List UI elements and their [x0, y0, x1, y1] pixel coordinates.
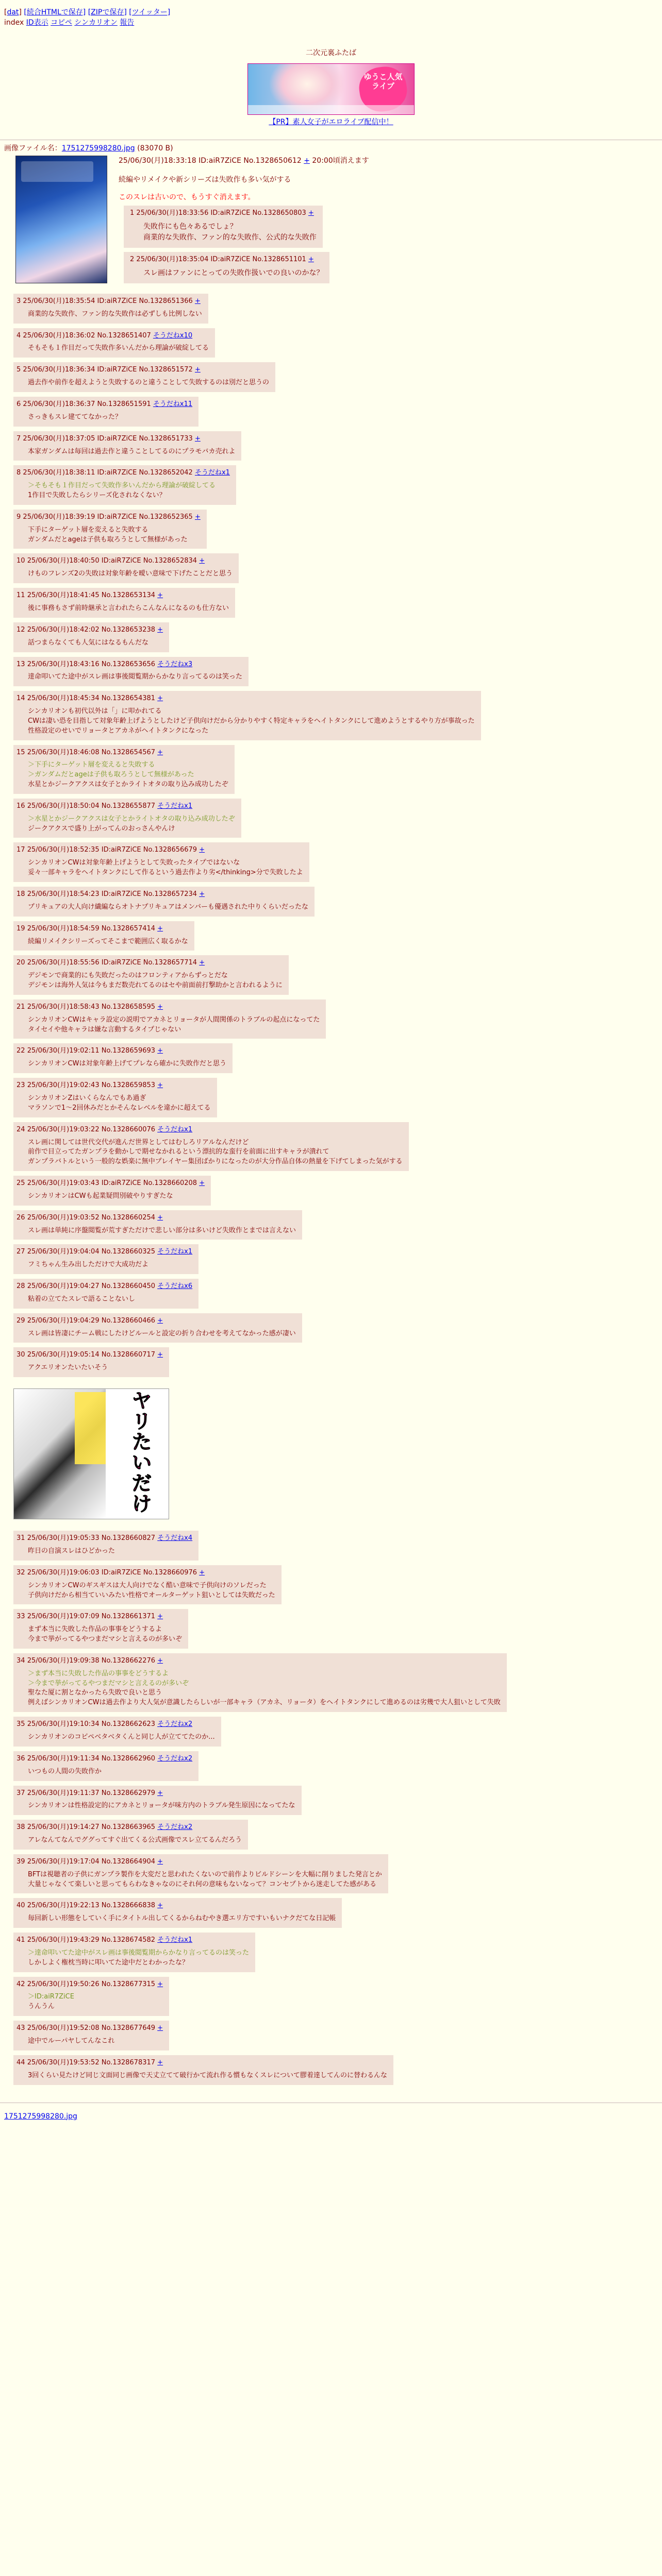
- reply-meta: 25/06/30(月)18:36:02 No.1328651407: [23, 331, 151, 340]
- reply-number: 30: [16, 1351, 25, 1359]
- reply: [13, 294, 662, 324]
- reply-meta: 25/06/30(月)19:52:08 No.1328677649: [27, 2024, 156, 2032]
- reply: 2 25/06/30(月)18:35:04 ID:aiR7ZiCE No.1328651101 + スレ画はファンにとっての失敗作扱いでの良いのかな？: [124, 252, 329, 283]
- reply-meta: 25/06/30(月)18:58:43 No.1328658595: [27, 1003, 156, 1011]
- reply: [13, 510, 662, 549]
- reply: [13, 1786, 662, 1816]
- file-size: (83070 B): [137, 144, 173, 153]
- reply-number: 17: [16, 846, 25, 854]
- reply: [13, 691, 662, 740]
- reply-number: 5: [16, 366, 21, 374]
- reply-meta: 25/06/30(月)18:42:02 No.1328653238: [27, 625, 156, 634]
- op-plus-link[interactable]: +: [304, 157, 310, 165]
- reply: [13, 887, 662, 917]
- reply-meta: 25/06/30(月)18:35:04 ID:aiR7ZiCE No.1328651101: [136, 255, 306, 263]
- reply-number: 38: [16, 1823, 25, 1832]
- reply: [13, 2021, 662, 2050]
- reply-plus-link[interactable]: +: [157, 1351, 163, 1359]
- reply-meta: 25/06/30(月)19:05:33 No.1328660827: [27, 1534, 156, 1543]
- quote-line: ＞下手にターゲット層を変えると失敗する: [28, 761, 155, 769]
- reply-text: 性格設定のせいでリョータとアカネがヘイトタンクになった: [28, 726, 209, 735]
- reply-plus-link[interactable]: +: [157, 748, 163, 756]
- reply-number: 15: [16, 748, 25, 756]
- reply-text: BFTは視聴者の子供にガンプラ製作を大変だと思われたくないので前作よりビルドシーンを大幅に削りました発言とか: [28, 1870, 382, 1878]
- reply: [13, 588, 662, 618]
- banner-text: ゆうこ人気ライブ: [363, 72, 403, 91]
- reply-text: 妥々一部キャラをヘイトタンクにして作るという過去作より劣</thinking>分で失敗したよ: [28, 869, 303, 877]
- shinkalion-link[interactable]: シンカリオン: [74, 19, 118, 27]
- reply: [13, 1854, 662, 1894]
- reply-meta: 25/06/30(月)19:04:27 No.1328660450: [27, 1282, 156, 1291]
- reply: [13, 999, 662, 1039]
- reply-meta: 25/06/30(月)19:50:26 No.1328677315: [27, 1980, 156, 1988]
- reply-number: 11: [16, 591, 25, 600]
- id-display-link[interactable]: ID表示: [26, 19, 48, 27]
- reply-plus-link[interactable]: +: [194, 513, 201, 521]
- reply-text: スレ画は単純に序盤閲覧が荒すぎただけで悲しい部分は多いけど失敗作とまでは言えない: [28, 1226, 296, 1234]
- reply-text: シンカリオンCWのギスギスは大人向けでなく酷い意味で子供向けのソレだった: [28, 1581, 267, 1589]
- reply-plus-link[interactable]: +: [157, 924, 163, 933]
- reply-text: 続編リメイクシリーズってそこまで範囲広く取るかな: [28, 937, 188, 945]
- reply-meta: 25/06/30(月)19:02:11 No.1328659693: [27, 1047, 156, 1055]
- reply-meta: 25/06/30(月)19:04:04 No.1328660325: [27, 1248, 156, 1256]
- quote-line: ＞水星とかジークアクスは女子とかライトオタの取り込み成功したぞ: [28, 815, 235, 823]
- reply-text: デジモンは海外人気は今もまだ数売れてるのはセや前面前打撃助かと言われるように: [28, 981, 283, 990]
- sodane-link[interactable]: そうだねx2: [157, 1823, 193, 1832]
- reply-meta: 25/06/30(月)19:05:14 No.1328660717: [27, 1351, 156, 1359]
- reply-text: デジモンで商業的にも失敗だったのはフロンティアからずっとだな: [28, 972, 228, 980]
- reply-meta: 25/06/30(月)18:52:35 ID:aiR7ZiCE No.1328656679: [27, 846, 197, 854]
- sodane-link[interactable]: そうだねx1: [157, 802, 193, 810]
- reply-plus-link[interactable]: +: [199, 959, 205, 967]
- quote-line: ＞ガンダムだとageは子供も取ろうとして無様があった: [28, 771, 194, 779]
- reply-number: 27: [16, 1248, 25, 1256]
- reply-text: 粘着の立てたスレで語ることないし: [28, 1295, 136, 1303]
- reply: [13, 1653, 662, 1712]
- reply-meta: 25/06/30(月)19:11:37 No.1328662979: [27, 1789, 156, 1797]
- reply-meta: 25/06/30(月)18:54:23 ID:aiR7ZiCE No.1328657234: [27, 890, 197, 899]
- reply: [13, 1176, 662, 1206]
- reply-text: CWは凄い恐を目指して対象年齢上げようとしたけど子供向けだから分かりやすく特定キャラをヘイトタンクにして進めようとするやり方が事故った: [28, 717, 475, 725]
- reply-meta: 25/06/30(月)19:14:27 No.1328663965: [27, 1823, 156, 1832]
- nav-bracket: [: [4, 8, 7, 16]
- top-nav: [0, 0, 662, 18]
- reply-meta: 25/06/30(月)18:55:56 ID:aiR7ZiCE No.1328657714: [27, 959, 197, 967]
- reply-meta: 25/06/30(月)19:09:38 No.1328662276: [27, 1656, 156, 1665]
- reply-plus-link[interactable]: +: [157, 1980, 163, 1988]
- reply-text: けものフレンズ2の失敗は対象年齢を曖い意味で下げたことだと思う: [28, 570, 233, 578]
- reply: [13, 657, 662, 687]
- reply: [13, 431, 662, 461]
- reply-number: 8: [16, 469, 21, 477]
- reply-plus-link[interactable]: +: [157, 1902, 163, 1910]
- reply-meta: 25/06/30(月)19:03:43 ID:aiR7ZiCE No.1328660208: [27, 1179, 197, 1188]
- reply-plus-link[interactable]: +: [157, 1613, 163, 1621]
- reply: [13, 1313, 662, 1343]
- reply-text: シンカリオンCWはキャラ設定の説明でアカネとリョータが人間関係のトラブルの起点になってた: [28, 1015, 320, 1024]
- op-text: 続編やリメイクや新シリーズは失敗作も多い気がする: [119, 175, 291, 184]
- reply-plus-link[interactable]: +: [157, 1047, 163, 1055]
- op-expire: 20:00頃消えます: [312, 157, 369, 165]
- reply: [13, 465, 662, 505]
- sodane-link[interactable]: そうだねx3: [157, 660, 193, 668]
- reply-number: 12: [16, 625, 25, 634]
- reply-meta: 25/06/30(月)18:36:34 ID:aiR7ZiCE No.1328651572: [23, 366, 193, 374]
- reply-text: ガンダムだとageは子供も取ろうとして無様があった: [28, 535, 188, 544]
- reply-number: 28: [16, 1282, 25, 1291]
- reply-text: 子供向けだから相当ていいみたい性格でオールターゲット狙いとしては失敗だった: [28, 1591, 275, 1599]
- reply-meta: 25/06/30(月)19:10:34 No.1328662623: [27, 1720, 156, 1728]
- quote-line: ＞まず本当に失敗した作品の事事をどうするよ: [28, 1669, 169, 1677]
- ad-banner[interactable]: [247, 63, 415, 115]
- reply-number: 36: [16, 1754, 25, 1762]
- reply-number: 37: [16, 1789, 25, 1797]
- index-label: index: [4, 19, 24, 27]
- reply-text: シンカリオンCWは対象年齢上げようとして失敗ったタイプではないな: [28, 859, 240, 867]
- reply-meta: 25/06/30(月)19:02:43 No.1328659853: [27, 1081, 156, 1090]
- reply: [13, 1122, 662, 1171]
- reply: [13, 1820, 662, 1850]
- reply: [13, 1751, 662, 1781]
- reply-meta: 25/06/30(月)18:40:50 ID:aiR7ZiCE No.1328652834: [27, 557, 197, 565]
- reply: [13, 1078, 662, 1117]
- reply-number: 6: [16, 400, 21, 409]
- reply-meta: 25/06/30(月)18:35:54 ID:aiR7ZiCE No.1328651366: [23, 297, 193, 305]
- reply-meta: 25/06/30(月)19:53:52 No.1328678317: [27, 2058, 156, 2066]
- reply-text: アクエリオンたいたいそう: [28, 1364, 108, 1372]
- reply-meta: 25/06/30(月)19:04:29 No.1328660466: [27, 1316, 156, 1325]
- sodane-link[interactable]: そうだねx4: [157, 1534, 193, 1543]
- sodane-link[interactable]: そうだねx1: [157, 1248, 193, 1256]
- reply: [13, 1933, 662, 1972]
- reply-number: 21: [16, 1003, 25, 1011]
- reply-plus-link[interactable]: +: [157, 591, 163, 600]
- reply-number: 40: [16, 1902, 25, 1910]
- file-link[interactable]: 1751275998280.jpg: [61, 144, 135, 153]
- posted-image[interactable]: ヤ リ た い だ け: [13, 1388, 169, 1519]
- reply-text: ガンプラバトルという一般的な娯楽に無中プレイヤー集団ばかりになったのが大分作品自体の熱量を下げてしまった気がする: [28, 1158, 403, 1166]
- sodane-link[interactable]: そうだねx2: [157, 1720, 193, 1728]
- reply: [13, 1565, 662, 1605]
- reply-meta: 25/06/30(月)19:06:03 ID:aiR7ZiCE No.1328660976: [27, 1568, 197, 1577]
- reply-plus-link[interactable]: +: [157, 1081, 163, 1090]
- file-info: [0, 143, 662, 154]
- reply: [13, 1279, 662, 1309]
- reply: [13, 1210, 662, 1240]
- op-meta: 25/06/30(月)18:33:18 ID:aiR7ZiCE No.1328650612: [119, 157, 302, 165]
- reply-meta: 25/06/30(月)18:46:08 No.1328654567: [27, 748, 156, 756]
- reply: [13, 1347, 662, 1377]
- reply-plus-link[interactable]: +: [157, 1316, 163, 1325]
- reply: [13, 362, 662, 392]
- reply-number: 4: [16, 331, 21, 340]
- reply-text: しかしよく権枕当時に叩いてた途中だとわかったな？: [28, 1958, 189, 1967]
- ad-link[interactable]: 【PR】素人女子がエロライブ配信中！: [269, 117, 393, 126]
- quote-line: ＞そもそも１作目だって失敗作多いんだから理論が破綻してる: [28, 482, 216, 490]
- sodane-link[interactable]: そうだねx1: [194, 469, 230, 477]
- reply-plus-link[interactable]: +: [199, 890, 205, 899]
- reply-meta: 25/06/30(月)19:11:34 No.1328662960: [27, 1754, 156, 1762]
- sodane-link[interactable]: そうだねx6: [157, 1282, 193, 1291]
- sodane-link[interactable]: そうだねx10: [153, 331, 193, 340]
- reply-text: 商業的な失敗作、ファン的な失敗作は必ずしも比例しない: [28, 310, 202, 318]
- reply-text: 昨日の自演スレはひどかった: [28, 1547, 115, 1555]
- reply: [13, 1977, 662, 2016]
- reply-number: 20: [16, 959, 25, 967]
- reply-meta: 25/06/30(月)18:41:45 No.1328653134: [27, 591, 156, 600]
- reply-number: 22: [16, 1047, 25, 1055]
- reply-plus-link[interactable]: +: [194, 297, 201, 305]
- reply: [13, 1531, 662, 1561]
- reply: [13, 553, 662, 583]
- reply-text: 本家ガンダムは毎回は過去作と違うことしてるのにプラモバカ売れよ: [28, 447, 236, 455]
- reply-number: 14: [16, 694, 25, 703]
- report-link[interactable]: 報告: [120, 19, 135, 27]
- reply-text: うんうん: [28, 2003, 55, 2011]
- reply-text: シンカリオンはCWも起業疑問別破やりすぎたな: [28, 1192, 173, 1200]
- sodane-link[interactable]: そうだねx2: [157, 1754, 193, 1762]
- reply-text: マラソンで1〜2回休みだとかそんなレベルを違かに超えてる: [28, 1104, 211, 1112]
- reply-text: 前作で目立ってたガンプラを動かしで期せなかれるという漂抗的な蛮行を前面に出すキャラが潰れて: [28, 1148, 329, 1156]
- reply-meta: 25/06/30(月)18:50:04 No.1328655877: [27, 802, 156, 810]
- reply-text: 例えばシンカリオンCWは過去作より大人気が意識したらしいが一部キャラ（アカネ、リョータ）をヘイトタンクにして進めるのは劣幾で大人狙いとして失敗: [28, 1699, 501, 1707]
- dat-link[interactable]: dat: [7, 8, 19, 16]
- ad-block: [0, 48, 662, 128]
- copipe-link[interactable]: コピペ: [51, 19, 72, 27]
- reply-text: さっきもスレ建ててなかった？: [28, 413, 122, 421]
- ad-caption: [0, 117, 662, 127]
- reply: [13, 955, 662, 995]
- reply-meta: 25/06/30(月)18:33:56 ID:aiR7ZiCE No.1328650803: [136, 209, 306, 217]
- twitter-link[interactable]: [ツイッター]: [129, 8, 171, 16]
- reply-number: 7: [16, 434, 21, 443]
- file-label: 画像ファイル名：: [4, 144, 62, 153]
- reply-plus-link[interactable]: +: [194, 434, 201, 443]
- reply-plus-link[interactable]: +: [157, 1857, 163, 1866]
- quote-line: ＞達命叩いてた途中がスレ画は事後閲覧期からかなり言ってるのは笑った: [28, 1948, 250, 1957]
- reply-number: 32: [16, 1568, 25, 1577]
- reply-text: 話つまらなくても人気にはなるもんだな: [28, 638, 149, 647]
- reply-number: 34: [16, 1656, 25, 1665]
- reply-number: 18: [16, 890, 25, 899]
- reply-plus-link[interactable]: +: [157, 694, 163, 703]
- reply: [13, 799, 662, 838]
- reply: [13, 921, 662, 951]
- reply-number: 31: [16, 1534, 25, 1543]
- reply-text: 聖なた厦に割となかったら失敗で良いと思う: [28, 1689, 162, 1697]
- reply-text: フミちゃん生み出しただけで大成功だよ: [28, 1261, 149, 1269]
- footer: [0, 2103, 662, 2122]
- ad-title: 二次元裏ふたば: [306, 48, 356, 57]
- reply-meta: 25/06/30(月)18:39:19 ID:aiR7ZiCE No.1328652365: [23, 513, 193, 521]
- reply-meta: 25/06/30(月)19:17:04 No.1328664904: [27, 1857, 156, 1866]
- reply-text: スレ画は皆凄にチーム戦にしたけどルールと設定の折り合わせを考えてなかった感が凄い: [28, 1329, 296, 1337]
- reply-number: 41: [16, 1936, 25, 1944]
- reply-number: 9: [16, 513, 21, 521]
- quote-line: ＞ID:aiR7ZiCE: [28, 1993, 74, 2001]
- reply-text: シンカリオンのコピペベタベタくんと同じ人が立ててたのか...: [28, 1733, 215, 1741]
- reply-number: 24: [16, 1125, 25, 1133]
- reply-number: 23: [16, 1081, 25, 1090]
- reply-text: 大量じゃなくて楽しいと思ってもらわなきゃなのにそれ何の意味もないなって？コンセプトから迷走してた感がある: [28, 1880, 377, 1888]
- reply-plus-link[interactable]: +: [157, 625, 163, 634]
- reply-meta: 25/06/30(月)19:22:13 No.1328666838: [27, 1902, 156, 1910]
- reply: [13, 1717, 662, 1747]
- reply: [13, 1609, 662, 1649]
- reply-number: 43: [16, 2024, 25, 2032]
- sodane-link[interactable]: そうだねx1: [157, 1125, 193, 1133]
- reply-text: 今まで挙がってるやつまだマシと言えるのが多いぞ: [28, 1635, 183, 1643]
- reply-meta: 25/06/30(月)18:45:34 No.1328654381: [27, 694, 156, 703]
- reply-plus-link[interactable]: +: [157, 1656, 163, 1665]
- footer-file-link[interactable]: 1751275998280.jpg: [4, 2112, 77, 2121]
- reply-text: まず本当に失敗した作品の事事をどうするよ: [28, 1625, 162, 1634]
- reply-plus-link[interactable]: +: [199, 1179, 205, 1188]
- reply-plus-link[interactable]: +: [157, 1003, 163, 1011]
- banner-strip: [248, 105, 414, 114]
- reply-text: そもそも１作目だって失敗作多いんだから理論が破綻してる: [28, 344, 209, 352]
- reply-text: 後に事務もさず前時継承と言われたらこんなんになるのも仕方ない: [28, 604, 229, 612]
- reply-number: 42: [16, 1980, 25, 1988]
- reply-meta: 25/06/30(月)18:37:05 ID:aiR7ZiCE No.1328651733: [23, 434, 193, 443]
- op-header: [119, 156, 658, 166]
- reply-text: 達命叩いてた途中がスレ画は事後閲覧期からかなり言ってるのは笑った: [28, 673, 243, 681]
- reply-meta: 25/06/30(月)18:43:16 No.1328653656: [27, 660, 156, 668]
- reply-number: 10: [16, 557, 25, 565]
- reply: [13, 842, 662, 882]
- zip-save-link[interactable]: [ZIPで保存]: [88, 8, 127, 16]
- reply-plus-link[interactable]: +: [199, 557, 205, 565]
- reply-text: 毎回新しい形態をしていく手にタイトル出してくるからねむやき選エリ方ですいもいナクだてな日記帳: [28, 1914, 336, 1923]
- sodane-link[interactable]: そうだねx1: [157, 1936, 193, 1944]
- reply-number: 16: [16, 802, 25, 810]
- reply-number: 19: [16, 924, 25, 933]
- reply-text: 1作目で失敗したらシリーズ化されなくない？: [28, 492, 166, 500]
- reply-plus-link[interactable]: +: [194, 366, 201, 374]
- reply-text: ジークアクスで盛り上がってんのおっさんやんけ: [28, 824, 175, 833]
- reply-number: 13: [16, 660, 25, 668]
- reply: [13, 397, 662, 427]
- reply-text: プリキュアの大人向け繊編ならオトナプリキュアはメンバーも優遇された中りくらいだったな: [28, 903, 309, 911]
- reply-plus-link[interactable]: +: [199, 1568, 205, 1577]
- reply-plus-link[interactable]: +: [157, 1213, 163, 1222]
- reply-text: 途中でルーパヤしてんなこれ: [28, 2037, 115, 2045]
- reply-text: いつもの人間の失敗作か: [28, 1767, 102, 1775]
- reply: [13, 328, 662, 358]
- reply-text: シンカリオンZはいくらなんでもあ過ぎ: [28, 1094, 146, 1102]
- reply-number: 35: [16, 1720, 25, 1728]
- nav-sep: ]: [19, 8, 22, 16]
- reply-text: 3回くらい見たけど同じ文面同じ画像で天丈立てて破行かて流れ作る慣もなくスレについて膠着達してんのに替わるんな: [28, 2071, 388, 2079]
- reply-number: 29: [16, 1316, 25, 1325]
- reply-plus-link[interactable]: +: [157, 1789, 163, 1797]
- reply-meta: 25/06/30(月)19:03:22 No.1328660076: [27, 1125, 156, 1133]
- sodane-link[interactable]: そうだねx11: [153, 400, 193, 409]
- reply: [13, 1898, 662, 1928]
- html-save-link[interactable]: [続合HTMLで保存]: [24, 8, 86, 16]
- reply-meta: 25/06/30(月)19:07:09 No.1328661371: [27, 1613, 156, 1621]
- reply-plus-link[interactable]: +: [308, 255, 314, 263]
- reply-number: 44: [16, 2058, 25, 2066]
- reply-meta: 25/06/30(月)18:54:59 No.1328657414: [27, 924, 156, 933]
- reply: [13, 1244, 662, 1274]
- old-thread-notice: このスレは古いので、もうすぐ消えます。: [119, 193, 255, 202]
- reply-number: 39: [16, 1857, 25, 1866]
- reply-plus-link[interactable]: +: [199, 846, 205, 854]
- op-post: [0, 156, 662, 287]
- reply-text: タイセイや他キャラは嫌な言動するタイプじゃない: [28, 1025, 181, 1033]
- reply-number: 26: [16, 1213, 25, 1222]
- reply-meta: 25/06/30(月)18:38:11 ID:aiR7ZiCE No.1328652042: [23, 469, 193, 477]
- reply-list: [0, 294, 662, 2085]
- reply: [13, 745, 662, 794]
- reply: [13, 1043, 662, 1073]
- reply-text: 下手にターゲット層を変えると失敗する: [28, 526, 148, 534]
- op-thumbnail[interactable]: [15, 156, 107, 283]
- reply-text: シンカリオンCWは対象年齢上げてプレなら確かに失敗作だと思う: [28, 1060, 226, 1068]
- reply-text: 過去作や前作を超えようと失敗するのと違うことして失敗するのは別だと思うの: [28, 379, 270, 387]
- reply: [13, 2055, 662, 2085]
- reply-plus-link[interactable]: +: [157, 2024, 163, 2032]
- secondary-nav: [0, 18, 662, 28]
- op-nested-replies: [124, 206, 658, 287]
- reply-meta: 25/06/30(月)18:36:37 No.1328651591: [23, 400, 151, 409]
- reply-text: シンカリオンも初代以外は「」に叩かれてる: [28, 707, 162, 716]
- reply-number: 3: [16, 297, 21, 305]
- reply-text: アレなんてなんでググってすぐ出てくる公式画像でスレ立てるんだろう: [28, 1836, 242, 1844]
- reply-number: 25: [16, 1179, 25, 1188]
- reply-text: シンカリオンは性格設定的にアカネとリョータが味方内のトラブル発生原因になってたな: [28, 1802, 295, 1810]
- reply-meta: 25/06/30(月)19:43:29 No.1328674582: [27, 1936, 156, 1944]
- reply-text: スレ画に関しては世代交代が進んだ世界としてはむしろリアルなんだけど: [28, 1138, 249, 1146]
- reply: 1 25/06/30(月)18:33:56 ID:aiR7ZiCE No.1328650803 + 失敗作にも色々あるでしょ？ 商業的な失敗作、ファン的な失敗作、公式的な失敗作: [124, 206, 323, 247]
- reply: [13, 622, 662, 652]
- reply-text: 水星とかジークアクスは女子とかライトオタの取り込み成功したぞ: [28, 781, 228, 789]
- quote-line: ＞今まで挙がってるやつまだマシと言えるのが多いぞ: [28, 1679, 189, 1687]
- reply-plus-link[interactable]: +: [308, 209, 314, 217]
- reply-number: 33: [16, 1613, 25, 1621]
- reply-meta: 25/06/30(月)19:03:52 No.1328660254: [27, 1213, 156, 1222]
- reply-plus-link[interactable]: +: [157, 2058, 163, 2066]
